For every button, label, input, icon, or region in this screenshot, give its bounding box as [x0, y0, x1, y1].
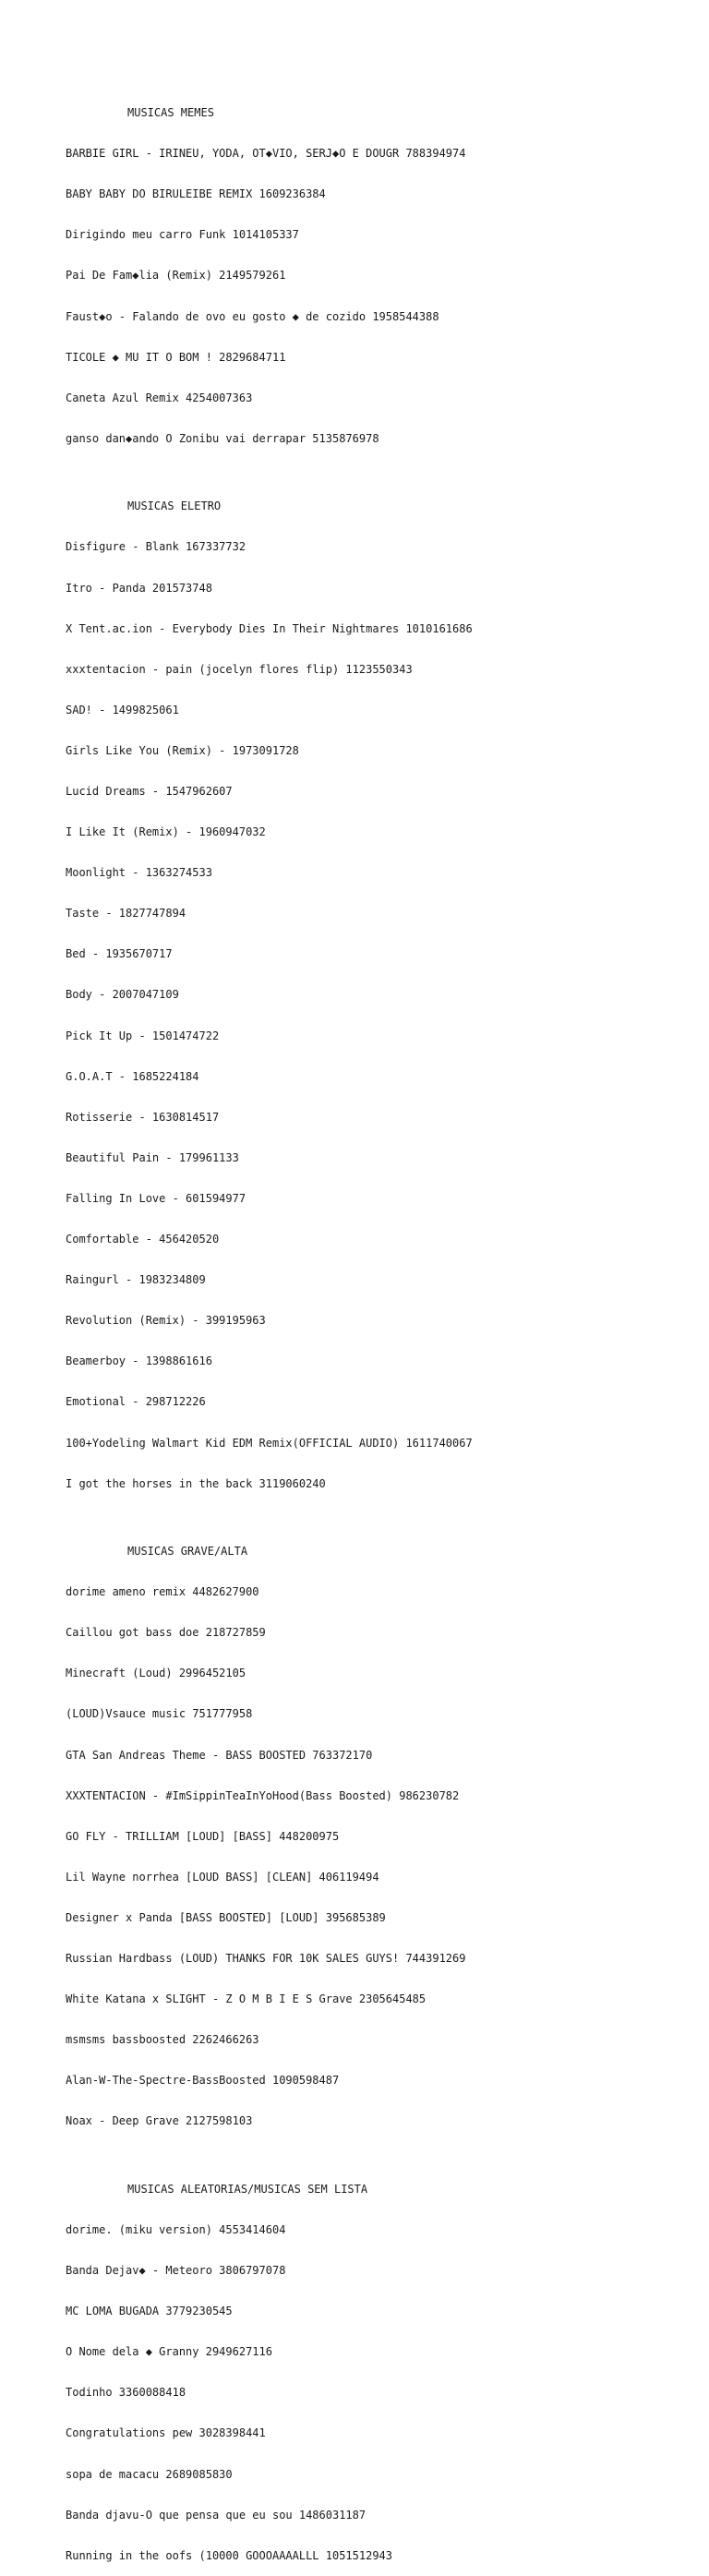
list-item: Dirigindo meu carro Funk 1014105337 [66, 228, 299, 242]
list-item: GO FLY - TRILLIAM [LOUD] [BASS] 448200975 [66, 1829, 340, 1843]
list-item: Emotional - 298712226 [66, 1395, 206, 1409]
list-item: BARBIE GIRL - IRINEU, YODA, OT◆VIO, SERJ◆O E DOUGR 788394974 [66, 147, 466, 161]
list-item: Falling In Love - 601594977 [66, 1191, 246, 1205]
list-item: Pai De Fam◆lia (Remix) 2149579261 [66, 269, 286, 283]
list-item: Caneta Azul Remix 4254007363 [66, 391, 253, 404]
list-item: MC LOMA BUGADA 3779230545 [66, 2305, 233, 2318]
list-item: O Nome dela ◆ Granny 2949627116 [66, 2345, 272, 2359]
list-item: Beamerboy - 1398861616 [66, 1354, 212, 1368]
list-item: Girls Like You (Remix) - 1973091728 [66, 743, 299, 757]
section-heading-memes: MUSICAS MEMES [127, 106, 214, 120]
list-item: Noax - Deep Grave 2127598103 [66, 2114, 253, 2128]
list-item: (LOUD)Vsauce music 751777958 [66, 1707, 253, 1721]
section-heading-aleatorias: MUSICAS ALEATORIAS/MUSICAS SEM LISTA [127, 2182, 368, 2196]
list-item: Raingurl - 1983234809 [66, 1273, 206, 1287]
list-item: msmsms bassboosted 2262466263 [66, 2033, 259, 2047]
list-item: Revolution (Remix) - 399195963 [66, 1314, 266, 1328]
list-item: Bed - 1935670717 [66, 947, 173, 961]
list-item: Banda djavu-O que pensa que eu sou 1486031187 [66, 2508, 367, 2522]
list-item: Alan-W-The-Spectre-BassBoosted 1090598487 [66, 2074, 340, 2088]
list-item: dorime ameno remix 4482627900 [66, 1585, 259, 1599]
list-item: dorime. (miku version) 4553414604 [66, 2223, 286, 2237]
list-item: Taste - 1827747894 [66, 907, 186, 921]
list-item: TICOLE ◆ MU IT O BOM ! 2829684711 [66, 350, 286, 364]
list-item: SAD! - 1499825061 [66, 703, 179, 716]
list-item: Congratulations pew 3028398441 [66, 2426, 266, 2440]
list-item: ganso dan◆ando O Zonibu vai derrapar 5135876978 [66, 431, 379, 445]
list-item: Moonlight - 1363274533 [66, 866, 212, 880]
list-item: Body - 2007047109 [66, 988, 179, 1002]
list-item: sopa de macacu 2689085830 [66, 2467, 233, 2481]
list-item: Comfortable - 456420520 [66, 1233, 220, 1246]
list-item: 100+Yodeling Walmart Kid EDM Remix(OFFICIAL AUDIO) 1611740067 [66, 1436, 473, 1450]
list-item: Banda Dejav◆ - Meteoro 3806797078 [66, 2264, 286, 2278]
list-item: Running in the oofs (10000 GOOOAAAALLL 1051512943 [66, 2548, 393, 2562]
list-item: Beautiful Pain - 179961133 [66, 1150, 239, 1164]
list-item: Caillou got bass doe 218727859 [66, 1626, 266, 1640]
document-body [66, 66, 693, 2576]
section-heading-grave-alta: MUSICAS GRAVE/ALTA [127, 1545, 248, 1559]
list-item: Russian Hardbass (LOUD) THANKS FOR 10K SALES GUYS! 744391269 [66, 1952, 466, 1966]
list-item: White Katana x SLIGHT - Z O M B I E S Grave 2305645485 [66, 1992, 427, 2006]
list-item: I Like It (Remix) - 1960947032 [66, 825, 266, 839]
list-item: XXXTENTACION - #ImSippinTeaInYoHood(Bass Boosted) 986230782 [66, 1788, 460, 1802]
list-item: I got the horses in the back 3119060240 [66, 1476, 326, 1490]
list-item: Pick It Up - 1501474722 [66, 1029, 220, 1042]
list-item: BABY BABY DO BIRULEIBE REMIX 1609236384 [66, 187, 326, 201]
list-item: Minecraft (Loud) 2996452105 [66, 1667, 246, 1680]
list-item: Lil Wayne norrhea [LOUD BASS] [CLEAN] 406119494 [66, 1870, 379, 1884]
list-item: G.O.A.T - 1685224184 [66, 1069, 199, 1083]
list-item: Designer x Panda [BASS BOOSTED] [LOUD] 395685389 [66, 1910, 386, 1924]
list-item: X Tent.ac.ion - Everybody Dies In Their Nightmares 1010161686 [66, 621, 473, 635]
list-item: Itro - Panda 201573748 [66, 581, 212, 595]
list-item: Rotisserie - 1630814517 [66, 1110, 220, 1124]
list-item: Lucid Dreams - 1547962607 [66, 785, 233, 799]
list-item: GTA San Andreas Theme - BASS BOOSTED 763372170 [66, 1748, 373, 1762]
list-item: xxxtentacion - pain (jocelyn flores flip) 1123550343 [66, 662, 413, 676]
list-item: Disfigure - Blank 167337732 [66, 540, 246, 554]
list-item: Todinho 3360088418 [66, 2386, 186, 2400]
list-item: Faust◆o - Falando de ovo eu gosto ◆ de cozido 1958544388 [66, 309, 439, 323]
section-heading-eletro: MUSICAS ELETRO [127, 500, 222, 513]
